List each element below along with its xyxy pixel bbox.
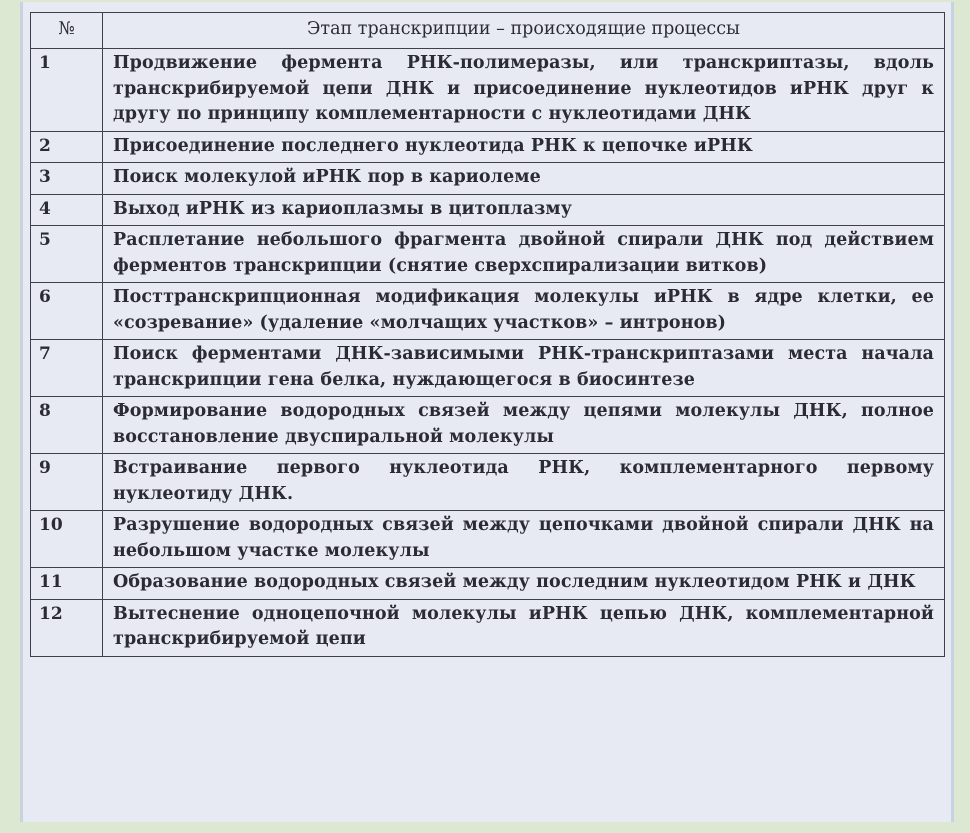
row-number: 5 — [31, 226, 103, 283]
header-stage: Этап транскрипции – происходящие процессы — [103, 13, 945, 49]
table-header-row — [31, 13, 945, 49]
row-number: 3 — [31, 163, 103, 195]
row-number: 10 — [31, 511, 103, 568]
row-number: 12 — [31, 599, 103, 656]
table-row — [31, 49, 945, 132]
row-text: Продвижение фермента РНК-полимеразы, или транскриптазы, вдоль транскрибируемой цепи ДНК и присоединение нуклеотидов иРНК друг к другу по принципу комплементарности с нуклеотидами ДНК — [103, 49, 945, 132]
table-row — [31, 131, 945, 163]
row-text: Поиск ферментами ДНК-зависимыми РНК-транскриптазами места начала транскрипции гена белка, нуждающегося в биосинтезе — [103, 340, 945, 397]
row-text: Поиск молекулой иРНК пор в кариолеме — [103, 163, 945, 195]
header-number: № — [31, 13, 103, 49]
row-text: Вытеснение одноцепочной молекулы иРНК цепью ДНК, комплементарной транскрибируемой цепи — [103, 599, 945, 656]
row-text: Расплетание небольшого фрагмента двойной спирали ДНК под действием ферментов транскрипции (снятие сверхспирализации витков) — [103, 226, 945, 283]
row-number: 11 — [31, 568, 103, 600]
row-number: 9 — [31, 454, 103, 511]
table-row — [31, 397, 945, 454]
row-number: 4 — [31, 194, 103, 226]
row-text: Образование водородных связей между последним нуклеотидом РНК и ДНК — [103, 568, 945, 600]
row-text: Выход иРНК из кариоплазмы в цитоплазму — [103, 194, 945, 226]
table-row — [31, 568, 945, 600]
table-row — [31, 226, 945, 283]
table-row — [31, 599, 945, 656]
table-row — [31, 340, 945, 397]
row-text: Посттранскрипционная модификация молекулы иРНК в ядре клетки, ее «созревание» (удаление «молчащих участков» – интронов) — [103, 283, 945, 340]
transcription-stages-table — [30, 12, 945, 657]
row-text: Присоединение последнего нуклеотида РНК к цепочке иРНК — [103, 131, 945, 163]
row-number: 2 — [31, 131, 103, 163]
table-row — [31, 511, 945, 568]
row-number: 6 — [31, 283, 103, 340]
table-row — [31, 163, 945, 195]
table-row — [31, 454, 945, 511]
row-text: Встраивание первого нуклеотида РНК, комплементарного первому нуклеотиду ДНК. — [103, 454, 945, 511]
row-number: 8 — [31, 397, 103, 454]
row-number: 7 — [31, 340, 103, 397]
row-text: Разрушение водородных связей между цепочками двойной спирали ДНК на небольшом участке молекулы — [103, 511, 945, 568]
table-row — [31, 194, 945, 226]
row-number: 1 — [31, 49, 103, 132]
row-text: Формирование водородных связей между цепями молекулы ДНК, полное восстановление двуспиральной молекулы — [103, 397, 945, 454]
table-row — [31, 283, 945, 340]
